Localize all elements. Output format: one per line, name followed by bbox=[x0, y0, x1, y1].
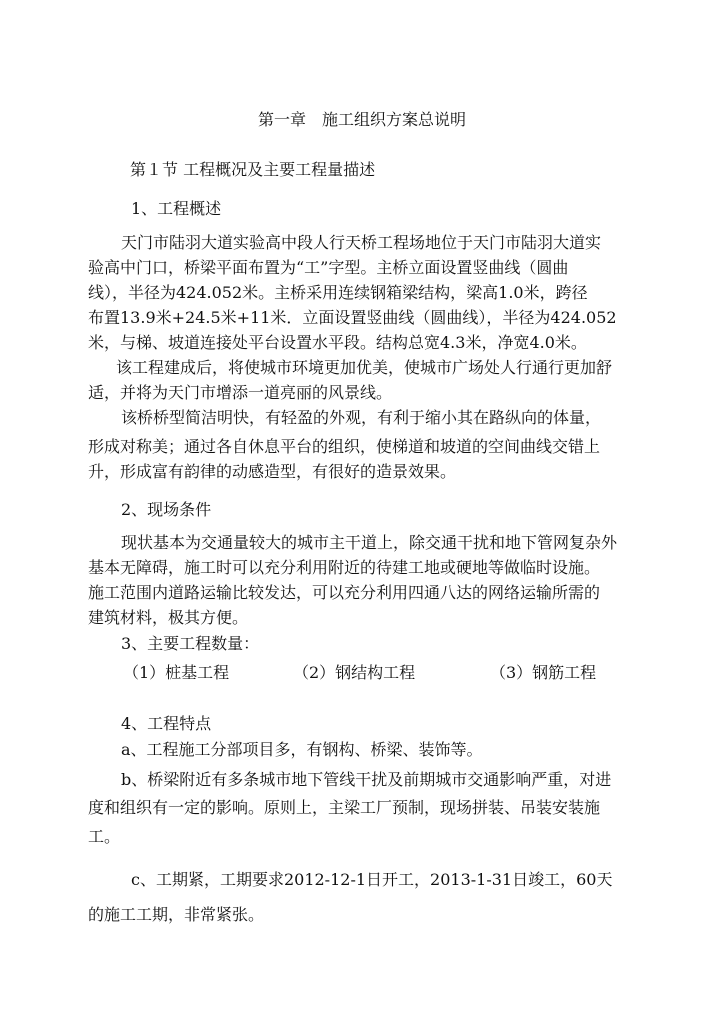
paragraph-line: 工。 bbox=[88, 827, 121, 846]
paragraph-line: 线），半径为424.052米。主桥采用连续钢箱梁结构，梁高1.0米，跨径 bbox=[88, 283, 588, 302]
paragraph-line: 米，与梯、坡道连接处平台设置水平段。结构总宽4.3米，净宽4.0米。 bbox=[88, 333, 587, 352]
section-heading: 第１节 工程概况及主要工程量描述 bbox=[130, 160, 376, 179]
paragraph-line: 升，形成富有韵律的动感造型，有很好的造景效果。 bbox=[88, 462, 457, 481]
paragraph-line: 适，并将为天门市增添一道亮丽的风景线。 bbox=[88, 383, 393, 402]
paragraph-line: b、桥梁附近有多条城市地下管线干扰及前期城市交通影响严重，对进 bbox=[121, 770, 612, 789]
paragraph-line: 验高中门口，桥梁平面布置为“工”字型。主桥立面设置竖曲线（圆曲 bbox=[88, 258, 569, 277]
paragraph-line: 该桥桥型简洁明快，有轻盈的外观，有利于缩小其在路纵向的体量， bbox=[121, 408, 602, 427]
paragraph-line: c、工期紧，工期要求2012-12-1日开工，2013-1-31日竣工，60天 bbox=[131, 870, 613, 889]
paragraph-line: 施工范围内道路运输比较发达，可以充分利用四通八达的网络运输所需的 bbox=[88, 583, 601, 602]
paragraph-line: 布置13.9米+24.5米+11米．立面设置竖曲线（圆曲线），半径为424.052 bbox=[88, 308, 617, 327]
paragraph-line: 的施工工期，非常紧张。 bbox=[88, 905, 265, 924]
heading-quantities: 3、主要工程数量： bbox=[121, 634, 260, 653]
paragraph-line: 基本无障碍，施工时可以充分利用附近的待建工地或硬地等做临时设施。 bbox=[88, 558, 601, 577]
heading-features: 4、工程特点 bbox=[121, 714, 212, 733]
paragraph-line: 形成对称美；通过各自休息平台的组织，使梯道和坡道的空间曲线交错上 bbox=[88, 437, 601, 456]
paragraph-line: a、工程施工分部项目多，有钢构、桥梁、装饰等。 bbox=[121, 740, 483, 759]
paragraph-line: 建筑材料，极其方便。 bbox=[88, 608, 249, 627]
paragraph-line: 天门市陆羽大道实验高中段人行天桥工程场地位于天门市陆羽大道实 bbox=[121, 233, 602, 252]
paragraph-line: 该工程建成后，将使城市环境更加优美，使城市广场处人行通行更加舒 bbox=[116, 358, 613, 377]
quantity-item: （1）桩基工程 bbox=[123, 663, 230, 682]
paragraph-line: 现状基本为交通量较大的城市主干道上，除交通干扰和地下管网复杂外 bbox=[121, 533, 618, 552]
quantity-item: （3）钢筋工程 bbox=[490, 663, 597, 682]
heading-site-conditions: 2、现场条件 bbox=[121, 500, 212, 519]
paragraph-line: 度和组织有一定的影响。原则上，主梁工厂预制，现场拼装、吊装安装施 bbox=[88, 798, 601, 817]
quantity-item: （2）钢结构工程 bbox=[293, 663, 416, 682]
chapter-title: 第一章 施工组织方案总说明 bbox=[258, 110, 467, 129]
heading-overview: 1、工程概述 bbox=[131, 199, 222, 218]
